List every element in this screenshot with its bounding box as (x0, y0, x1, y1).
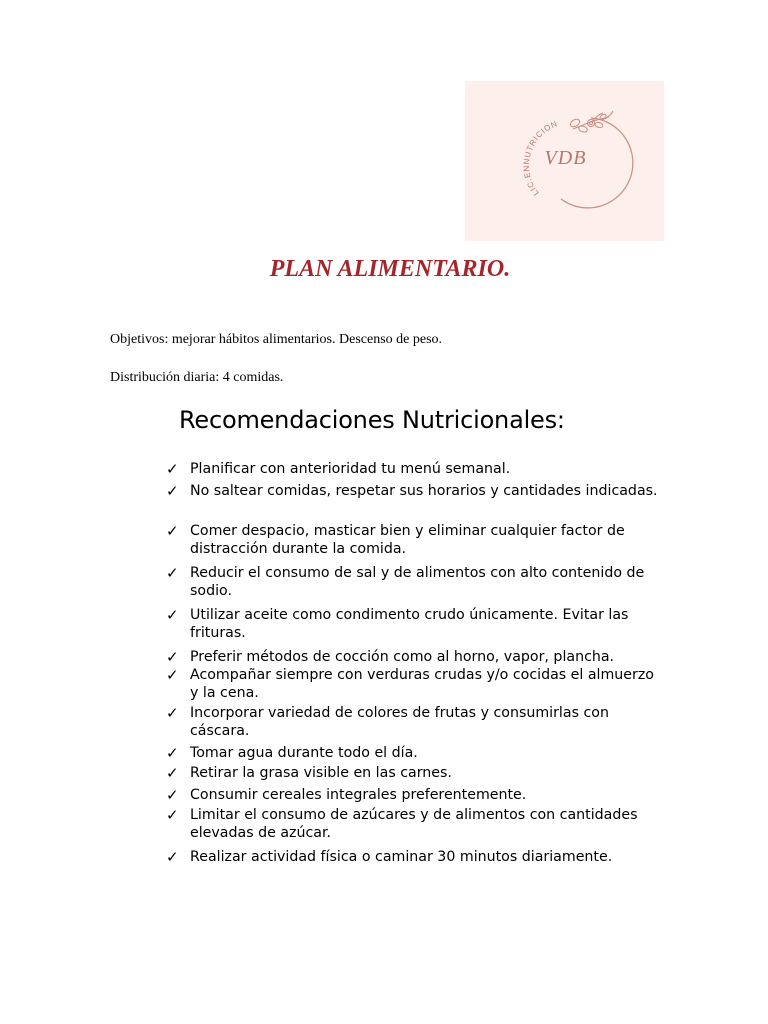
checkmark-icon: ✓ (166, 648, 179, 666)
recommendation-text: Consumir cereales integrales preferentemente. (190, 787, 527, 803)
recommendation-item (166, 704, 666, 740)
checkmark-icon: ✓ (166, 666, 179, 684)
recommendation-item (166, 522, 666, 558)
recommendations-heading: Recomendaciones Nutricionales: (179, 406, 565, 434)
recommendation-text: Limitar el consumo de azúcares y de alimentos con cantidades elevadas de azúcar. (190, 807, 638, 841)
objectives-text: Objetivos: mejorar hábitos alimentarios. Descenso de peso. (110, 332, 443, 347)
recommendation-text: Reducir el consumo de sal y de alimentos con alto contenido de sodio. (190, 565, 645, 599)
checkmark-icon: ✓ (166, 744, 179, 762)
recommendation-text: No saltear comidas, respetar sus horarios y cantidades indicadas. (190, 483, 658, 499)
checkmark-icon: ✓ (166, 564, 179, 582)
recommendation-text: Realizar actividad física o caminar 30 minutos diariamente. (190, 849, 613, 865)
recommendation-item (166, 806, 666, 842)
recommendation-item (166, 764, 666, 782)
recommendation-text: Incorporar variedad de colores de frutas y consumirlas con cáscara. (190, 705, 609, 739)
recommendation-item (166, 606, 666, 642)
checkmark-icon: ✓ (166, 806, 179, 824)
recommendation-text: Preferir métodos de cocción como al horno, vapor, plancha. (190, 649, 615, 665)
logo-initials: VDB (544, 147, 587, 169)
recommendation-item (166, 564, 666, 600)
recommendation-item (166, 848, 666, 866)
checkmark-icon: ✓ (166, 606, 179, 624)
recommendation-text: Planificar con anterioridad tu menú semanal. (190, 461, 511, 477)
recommendation-text: Acompañar siempre con verduras crudas y/o cocidas el almuerzo y la cena. (190, 667, 654, 701)
checkmark-icon: ✓ (166, 460, 179, 478)
recommendation-text: Retirar la grasa visible en las carnes. (190, 765, 452, 781)
recommendation-text: Utilizar aceite como condimento crudo únicamente. Evitar las frituras. (190, 607, 629, 641)
logo-arc-text: LIC.ENNUTRICION (521, 119, 559, 198)
checkmark-icon: ✓ (166, 704, 179, 722)
recommendation-item (166, 744, 666, 762)
recommendation-item (166, 482, 666, 500)
page-title: PLAN ALIMENTARIO. (269, 256, 511, 282)
recommendation-item (166, 648, 666, 666)
recommendation-item (166, 666, 666, 702)
recommendation-text: Comer despacio, masticar bien y eliminar cualquier factor de distracción durante la comida. (190, 523, 625, 557)
recommendation-item (166, 786, 666, 804)
checkmark-icon: ✓ (166, 786, 179, 804)
checkmark-icon: ✓ (166, 482, 179, 500)
checkmark-icon: ✓ (166, 522, 179, 540)
checkmark-icon: ✓ (166, 848, 179, 866)
checkmark-icon: ✓ (166, 764, 179, 782)
nutritionist-logo (465, 81, 664, 241)
distribution-text: Distribución diaria: 4 comidas. (110, 370, 284, 385)
recommendation-text: Tomar agua durante todo el día. (190, 745, 418, 761)
recommendation-item (166, 460, 666, 478)
